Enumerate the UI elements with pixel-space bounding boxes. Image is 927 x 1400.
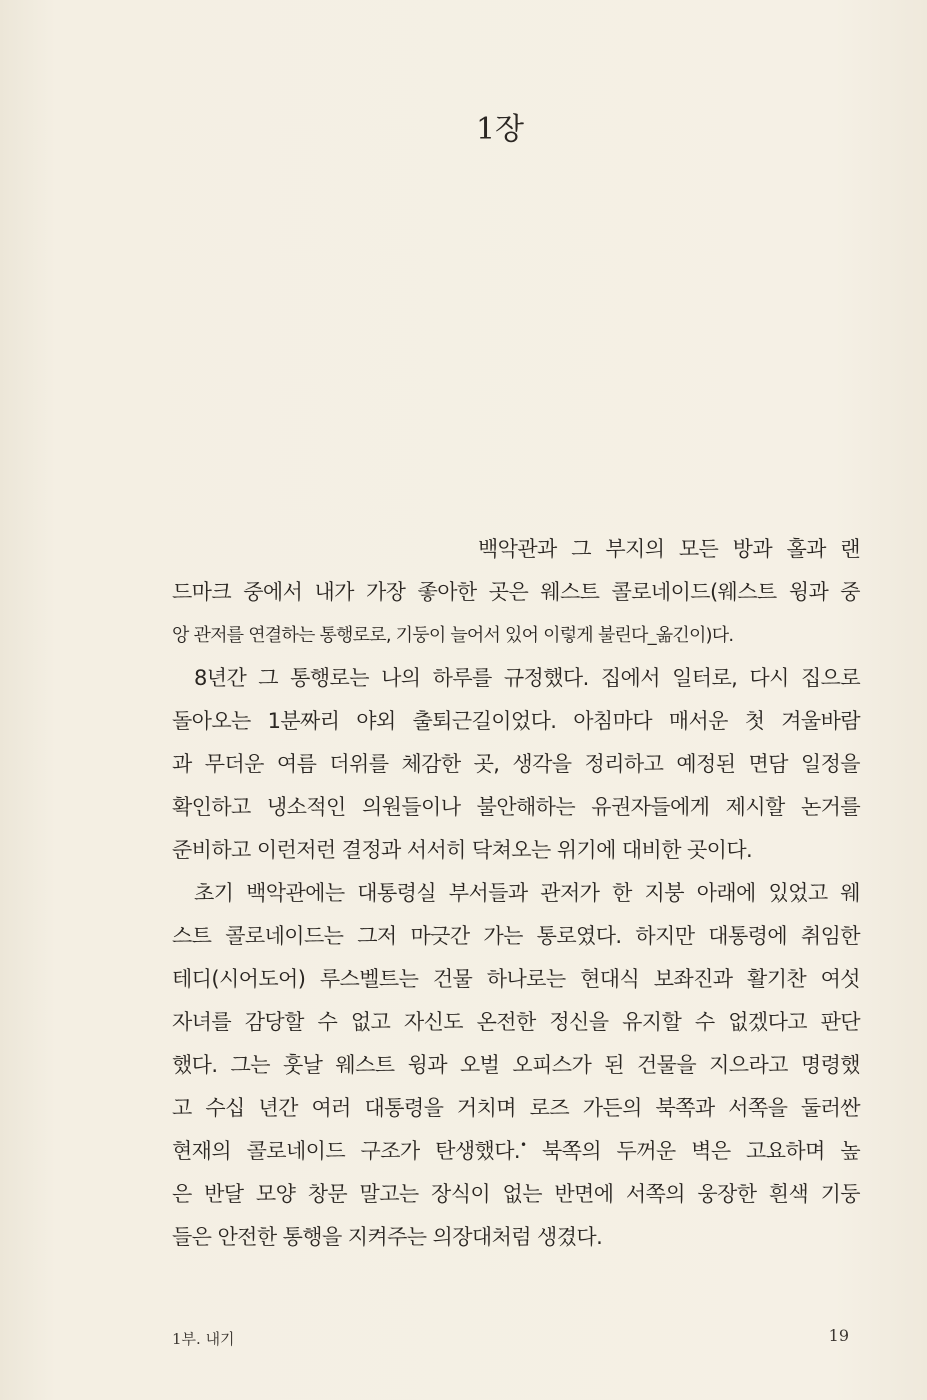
text-line: 돌아오는 1분짜리 야외 출퇴근길이었다. 아침마다 매서운 첫 겨울바람 [172,709,860,733]
text-line: 앙 관저를 연결하는 통행로로, 기둥이 늘어서 있어 이렇게 불린다_옮긴이)다. [172,625,734,646]
text-line: 확인하고 냉소적인 의원들이나 불안해하는 유권자들에게 제시할 논거를 [172,795,860,819]
text-line: 자녀를 감당할 수 없고 자신도 온전한 정신을 유지할 수 없겠다고 판단 [172,1010,860,1034]
text-line: 테디(시어도어) 루스벨트는 건물 하나로는 현대식 보좌진과 활기찬 여섯 [172,967,860,991]
text-line: 드마크 중에서 내가 가장 좋아한 곳은 웨스트 콜로네이드(웨스트 윙과 중 [172,580,860,604]
text-line: 백악관과 그 부지의 모든 방과 홀과 랜 [478,537,860,561]
text-line: 준비하고 이런저런 결정과 서서히 닥쳐오는 위기에 대비한 곳이다. [172,838,753,862]
body-text [172,528,860,1259]
page-number: 19 [828,1326,849,1345]
text-line [172,1130,860,1173]
text-line: 했다. 그는 훗날 웨스트 윙과 오벌 오피스가 된 건물을 지으라고 명령했 [172,1053,860,1077]
text-line: 과 무더운 여름 더위를 체감한 곳, 생각을 정리하고 예정된 면담 일정을 [172,752,860,776]
running-footer-section: 1부. 내기 [172,1330,235,1348]
text-line: 고 수십 년간 여러 대통령을 거치며 로즈 가든의 북쪽과 서쪽을 둘러싼 [172,1096,860,1120]
text-line: 초기 백악관에는 대통령실 부서들과 관저가 한 지붕 아래에 있었고 웨 [194,881,860,905]
chapter-title: 1장 [475,112,525,147]
text-line: 은 반달 모양 창문 말고는 장식이 없는 반면에 서쪽의 웅장한 흰색 기둥 [172,1182,860,1206]
text-segment: 현재의 콜로네이드 구조가 탄생했다. [172,1139,520,1163]
text-segment: 북쪽의 두꺼운 벽은 고요하며 높 [541,1139,860,1163]
footnote-marker[interactable]: • [519,1138,527,1152]
text-line: 8년간 그 통행로는 나의 하루를 규정했다. 집에서 일터로, 다시 집으로 [194,666,860,690]
text-line: 스트 콜로네이드는 그저 마긋간 가는 통로였다. 하지만 대통령에 취임한 [172,924,860,948]
text-line: 들은 안전한 통행을 지켜주는 의장대처럼 생겼다. [172,1225,603,1249]
